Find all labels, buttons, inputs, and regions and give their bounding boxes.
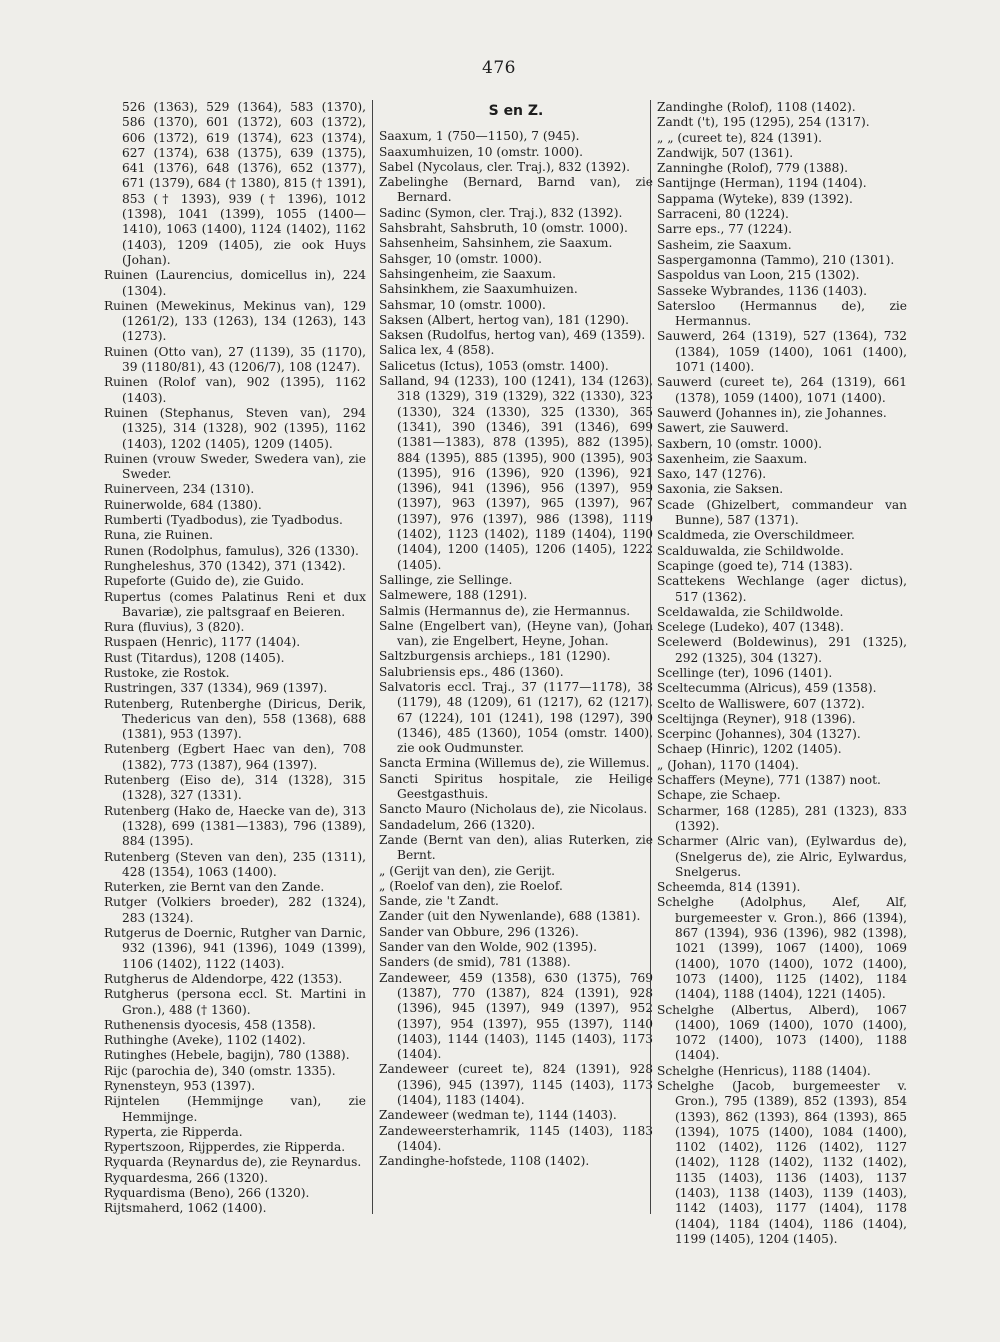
index-entry: Ryperta, zie Ripperda.: [104, 1124, 243, 1139]
index-entry: Sanders (de smid), 781 (1388).: [379, 955, 571, 970]
index-entry: Rutgerus de Doernic, Rutgher van Darnic, 932 (1396), 941 (1396), 1049 (1399), 1106 (1402), 1122 (1403).: [104, 926, 366, 971]
index-entry: Ruinen (Rolof van), 902 (1395), 1162 (1403).: [104, 375, 366, 405]
index-entry: „ (Roelof van den), zie Roelof.: [379, 878, 563, 893]
index-entry: Scade (Ghizelbert, commandeur van Bunne), 587 (1371).: [657, 497, 907, 528]
index-column-1: [104, 100, 366, 1217]
index-entry: Sadinc (Symon, cler. Traj.), 832 (1392).: [379, 205, 623, 220]
index-entry: Sauwerd (cureet te), 264 (1319), 661 (1378), 1059 (1400), 1071 (1400).: [657, 375, 907, 405]
index-entry: Ryquardesma, 266 (1320).: [104, 1170, 268, 1185]
index-entry: Zandwijk, 507 (1361).: [657, 145, 794, 160]
index-entry: Salvatoris eccl. Traj., 37 (1177—1178), 38 (1179), 48 (1209), 61 (1217), 62 (1217), 67 (1224), 101 (1241), 198 (1297), 390 (1346), 485 (1360), 1054 (omstr. 1400), zie ook Oudmunster.: [379, 679, 653, 756]
index-entry: Scellinge (ter), 1096 (1401).: [657, 665, 833, 680]
index-entry: Rust (Titardus), 1208 (1405).: [104, 650, 285, 665]
index-entry: Scaldmeda, zie Overschildmeer.: [657, 528, 855, 543]
index-entry: Rupeforte (Guido de), zie Guido.: [104, 574, 305, 589]
index-entry: Rutgherus (persona eccl. St. Martini in Gron.), 488 († 1360).: [104, 987, 366, 1017]
index-entry: Sander van Obbure, 296 (1326).: [379, 924, 579, 939]
index-entry: Ruinen (Otto van), 27 (1139), 35 (1170), 39 (1180/81), 43 (1206/7), 108 (1247).: [104, 344, 366, 375]
index-entry: Zabelinghe (Bernard, Barnd van), zie Bernard.: [379, 175, 653, 205]
index-entry: Zandinghe (Rolof), 1108 (1402).: [657, 100, 856, 114]
index-entry: Sander van den Wolde, 902 (1395).: [379, 940, 598, 955]
index-column-3: [650, 100, 907, 1246]
page-number: 476: [482, 58, 516, 78]
index-entry: Sahsingenheim, zie Saaxum.: [379, 266, 557, 281]
index-entry: Rutenberg (Eiso de), 314 (1328), 315 (1328), 327 (1331).: [104, 773, 366, 803]
index-entry: Sallinge, zie Sellinge.: [379, 572, 513, 587]
index-entry: Zandeweer, 459 (1358), 630 (1375), 769 (1387), 770 (1387), 824 (1391), 928 (1396), 945 (1397), 949 (1397), 952 (1397), 954 (1397), 955 (1397), 1140 (1403), 1144 (1403), 1145 (1403), 1173 (1404).: [379, 970, 653, 1062]
index-entry: Schape, zie Schaep.: [657, 788, 781, 803]
index-entry: Ryquardisma (Beno), 266 (1320).: [104, 1186, 310, 1201]
index-entry: Salmewere, 188 (1291).: [379, 588, 528, 603]
index-entry: Scelege (Ludeko), 407 (1348).: [657, 620, 844, 635]
index-entry: Sceldawalda, zie Schildwolde.: [657, 604, 844, 619]
index-entry: Saxo, 147 (1276).: [657, 467, 767, 482]
index-entry: Sabel (Nycolaus, cler. Traj.), 832 (1392).: [379, 159, 630, 174]
index-entry: Zandt ('t), 195 (1295), 254 (1317).: [657, 115, 870, 130]
index-entry: Ruthenensis dyocesis, 458 (1358).: [104, 1017, 316, 1032]
index-entry: Ruthinghe (Aveke), 1102 (1402).: [104, 1033, 306, 1048]
index-entry: Rungheleshus, 370 (1342), 371 (1342).: [104, 558, 346, 573]
index-entry: Sceltecumma (Alricus), 459 (1358).: [657, 681, 877, 696]
index-entry: Schelghe (Jacob, burgemeester v. Gron.), 795 (1389), 852 (1393), 854 (1393), 862 (1393), 864 (1393), 865 (1394), 1075 (1400), 1084 (1400), 1102 (1402), 1126 (1402), 1127 (1402), 1128 (1402), 1132 (1402), 1135 (1403), 1136 (1403), 1137 (1403), 1138 (1403), 1139 (1403), 1142 (1403), 1177 (1404), 1178 (1404), 1184 (1404), 1186 (1404), 1199 (1405), 1204 (1405).: [657, 1079, 907, 1246]
index-entry: Saxenheim, zie Saaxum.: [657, 451, 808, 466]
index-entry: Rynensteyn, 953 (1397).: [104, 1079, 256, 1093]
index-entry: Scelewerd (Boldewinus), 291 (1325), 292 (1325), 304 (1327).: [657, 635, 907, 665]
index-entry: Zandeweersterhamrik, 1145 (1403), 1183 (1404).: [379, 1123, 653, 1153]
index-entry: Rutenberg (Steven van den), 235 (1311), 428 (1354), 1063 (1400).: [104, 849, 366, 879]
index-entry: Sawert, zie Sauwerd.: [657, 421, 789, 436]
index-entry: Schaffers (Meyne), 771 (1387) noot.: [657, 773, 881, 788]
index-entry: Salubriensis eps., 486 (1360).: [379, 664, 564, 679]
index-entry: Schelghe (Albertus, Alberd), 1067 (1400), 1069 (1400), 1070 (1400), 1072 (1400), 1073 (1400), 1188 (1404).: [657, 1002, 907, 1063]
index-entry: Salne (Engelbert van), (Heyne van), (Johan van), zie Engelbert, Heyne, Johan.: [379, 618, 653, 649]
index-entry: Ruinerveen, 234 (1310).: [104, 482, 255, 497]
index-entry: Scapinge (goed te), 714 (1383).: [657, 558, 853, 573]
index-entry: Saaxum, 1 (750—1150), 7 (945).: [379, 129, 580, 144]
index-entry: Salicetus (Ictus), 1053 (omstr. 1400).: [379, 358, 609, 373]
index-entry: Ruinen (Stephanus, Steven van), 294 (1325), 314 (1328), 902 (1395), 1162 (1403), 1202 (1405), 1209 (1405).: [104, 405, 366, 451]
index-entry: Sauwerd, 264 (1319), 527 (1364), 732 (1384), 1059 (1400), 1061 (1400), 1071 (1400).: [657, 329, 907, 375]
index-entry: Sahsger, 10 (omstr. 1000).: [379, 251, 543, 266]
index-entry: Rutenberg, Rutenberghe (Diricus, Derik, Thedericus van den), 558 (1368), 688 (1381), 953 (1397).: [104, 696, 366, 742]
index-entry: Sappama (Wyteke), 839 (1392).: [657, 191, 853, 206]
index-entry: „ „ (cureet te), 824 (1391).: [657, 130, 822, 145]
index-entry: Ruinerwolde, 684 (1380).: [104, 497, 262, 512]
index-column-2: [372, 100, 653, 1214]
index-entry: Sarraceni, 80 (1224).: [657, 207, 789, 222]
index-entry: Rupertus (comes Palatinus Reni et dux Bavariæ), zie paltsgraaf en Beieren.: [104, 589, 366, 619]
index-entry: Rijc (parochia de), 340 (omstr. 1335).: [104, 1063, 336, 1078]
index-entry: Ruinen (Mewekinus, Mekinus van), 129 (1261/2), 133 (1263), 134 (1263), 143 (1273).: [104, 298, 366, 344]
index-entry: Sasseke Wybrandes, 1136 (1403).: [657, 283, 868, 298]
index-entry: Scattekens Wechlange (ager dictus), 517 (1362).: [657, 574, 907, 604]
index-entry: Rutgherus de Aldendorpe, 422 (1353).: [104, 971, 343, 986]
index-entry: Saksen (Albert, hertog van), 181 (1290).: [379, 312, 629, 327]
index-entry: Rijntelen (Hemmijnge van), zie Hemmijnge.: [104, 1094, 366, 1124]
index-entry: Sandadelum, 266 (1320).: [379, 817, 536, 832]
index-entry: 526 (1363), 529 (1364), 583 (1370), 586 (1370), 601 (1372), 603 (1372), 606 (1372), 619 (1374), 623 (1374), 627 (1374), 638 (1375), 639 (1375), 641 (1376), 648 (1376), 652 (1377), 671 (1379), 684 († 1380), 815 († 1391), 853 († 1393), 939 († 1396), 1012 (1398), 1041 (1399), 1055 (1400—1410), 1063 (1400), 1124 (1402), 1162 (1403), 1209 (1405), zie ook Huys (Johan).: [122, 100, 366, 267]
index-entry: Saaxumhuizen, 10 (omstr. 1000).: [379, 144, 584, 159]
index-entry: Runen (Rodolphus, famulus), 326 (1330).: [104, 543, 359, 558]
index-entry: Sasheim, zie Saaxum.: [657, 237, 792, 252]
index-entry: Zandeweer (cureet te), 824 (1391), 928 (1396), 945 (1397), 1145 (1403), 1173 (1404), 1183 (1404).: [379, 1062, 653, 1107]
index-entry: „ (Gerijt van den), zie Gerijt.: [379, 863, 556, 878]
index-entry: Saxonia, zie Saksen.: [657, 482, 784, 497]
index-entry: Rustoke, zie Rostok.: [104, 665, 230, 680]
index-entry: Sahsinkhem, zie Saaxumhuizen.: [379, 282, 578, 297]
index-entry: Rutenberg (Egbert Haec van den), 708 (1382), 773 (1387), 964 (1397).: [104, 742, 366, 772]
index-entry: Sancti Spiritus hospitale, zie Heilige Geestgasthuis.: [379, 771, 653, 802]
index-entry: Rutenberg (Hako de, Haecke van de), 313 (1328), 699 (1381—1383), 796 (1389), 884 (1395).: [104, 803, 366, 849]
index-entry: Sauwerd (Johannes in), zie Johannes.: [657, 405, 887, 420]
index-entry: Zandinghe-hofstede, 1108 (1402).: [379, 1154, 590, 1169]
section-heading: S en Z.: [488, 103, 544, 119]
index-entry: Saspoldus van Loon, 215 (1302).: [657, 268, 860, 283]
index-entry: Rutinghes (Hebele, bagijn), 780 (1388).: [104, 1048, 350, 1063]
index-entry: Schaep (Hinric), 1202 (1405).: [657, 742, 842, 757]
index-entry: Salica lex, 4 (858).: [379, 343, 495, 358]
index-entry: Sahsenheim, Sahsinhem, zie Saaxum.: [379, 236, 613, 251]
index-entry: Sahsbraht, Sahsbruth, 10 (omstr. 1000).: [379, 221, 628, 236]
index-entry: Ruinen (vrouw Sweder, Swedera van), zie Sweder.: [104, 451, 366, 482]
index-entry: Rustringen, 337 (1334), 969 (1397).: [104, 681, 328, 696]
index-entry: Scharmer (Alric van), (Eylwardus de), (Snelgerus de), zie Alric, Eylwardus, Snelgerus.: [657, 834, 907, 879]
index-entry: Satersloo (Hermannus de), zie Hermannus.: [657, 298, 907, 329]
index-entry: Schelghe (Henricus), 1188 (1404).: [657, 1063, 871, 1078]
index-entry: Rumberti (Tyadbodus), zie Tyadbodus.: [104, 513, 343, 528]
index-entry: Runa, zie Ruinen.: [104, 528, 214, 543]
index-entry: Saxbern, 10 (omstr. 1000).: [657, 436, 822, 451]
index-entry: Salmis (Hermannus de), zie Hermannus.: [379, 603, 631, 618]
index-entry: Ruspaen (Henric), 1177 (1404).: [104, 635, 301, 650]
index-entry: Rypertszoon, Rijpperdes, zie Ripperda.: [104, 1140, 346, 1155]
index-entry: Saspergamonna (Tammo), 210 (1301).: [657, 252, 895, 267]
index-entry: Schelghe (Adolphus, Alef, Alf, burgemeester v. Gron.), 866 (1394), 867 (1394), 936 (1396), 982 (1398), 1021 (1399), 1067 (1400), 1069 (1400), 1070 (1400), 1072 (1400), 1073 (1400), 1125 (1402), 1184 (1404), 1188 (1404), 1221 (1405).: [657, 895, 907, 1002]
index-entry: Zander (uit den Nywenlande), 688 (1381).: [379, 909, 641, 924]
index-entry: Scerpinc (Johannes), 304 (1327).: [657, 727, 861, 742]
index-entry: Scelto de Walliswere, 607 (1372).: [657, 696, 865, 711]
index-entry: Salland, 94 (1233), 100 (1241), 134 (1263), 318 (1329), 319 (1329), 322 (1330), 323 (1330), 324 (1330), 325 (1330), 365 (1341), 390 (1346), 391 (1346), 699 (1381—1383), 878 (1395), 882 (1395), 884 (1395), 885 (1395), 900 (1395), 903 (1395), 916 (1396), 920 (1396), 921 (1396), 941 (1396), 956 (1397), 959 (1397), 963 (1397), 965 (1397), 967 (1397), 976 (1397), 986 (1398), 1119 (1402), 1123 (1402), 1189 (1404), 1190 (1404), 1200 (1405), 1206 (1405), 1222 (1405).: [379, 374, 653, 572]
index-entry: Sahsmar, 10 (omstr. 1000).: [379, 297, 546, 312]
index-entry: Zande (Bernt van den), alias Ruterken, zie Bernt.: [379, 832, 653, 863]
index-entry: Scheemda, 814 (1391).: [657, 880, 801, 895]
index-entry: Rura (fluvius), 3 (820).: [104, 620, 245, 635]
index-entry: Zandeweer (wedman te), 1144 (1403).: [379, 1108, 617, 1123]
index-entry: Saksen (Rudolfus, hertog van), 469 (1359).: [379, 328, 646, 343]
index-entry: Rutger (Volkiers broeder), 282 (1324), 283 (1324).: [104, 895, 366, 925]
index-entry: Rijtsmaherd, 1062 (1400).: [104, 1201, 267, 1216]
index-entry: Scharmer, 168 (1285), 281 (1323), 833 (1392).: [657, 803, 907, 833]
index-entry: Zanninghe (Rolof), 779 (1388).: [657, 161, 848, 176]
index-entry: Sceltijnga (Reyner), 918 (1396).: [657, 711, 856, 726]
index-entry: Sancto Mauro (Nicholaus de), zie Nicolaus.: [379, 802, 648, 817]
index-entry: Ruterken, zie Bernt van den Zande.: [104, 880, 325, 895]
index-entry: Scalduwalda, zie Schildwolde.: [657, 543, 844, 558]
index-entry: Sancta Ermina (Willemus de), zie Willemus.: [379, 756, 650, 771]
index-entry: Ruinen (Laurencius, domicellus in), 224 (1304).: [104, 268, 366, 298]
index-entry: Sande, zie 't Zandt.: [379, 894, 499, 909]
index-entry: Saltzburgensis archieps., 181 (1290).: [379, 649, 611, 664]
index-entry: „ (Johan), 1170 (1404).: [657, 757, 799, 772]
index-entry: Santijnge (Herman), 1194 (1404).: [657, 176, 867, 191]
index-entry: Ryquarda (Reynardus de), zie Reynardus.: [104, 1155, 362, 1170]
index-entry: Sarre eps., 77 (1224).: [657, 222, 793, 237]
